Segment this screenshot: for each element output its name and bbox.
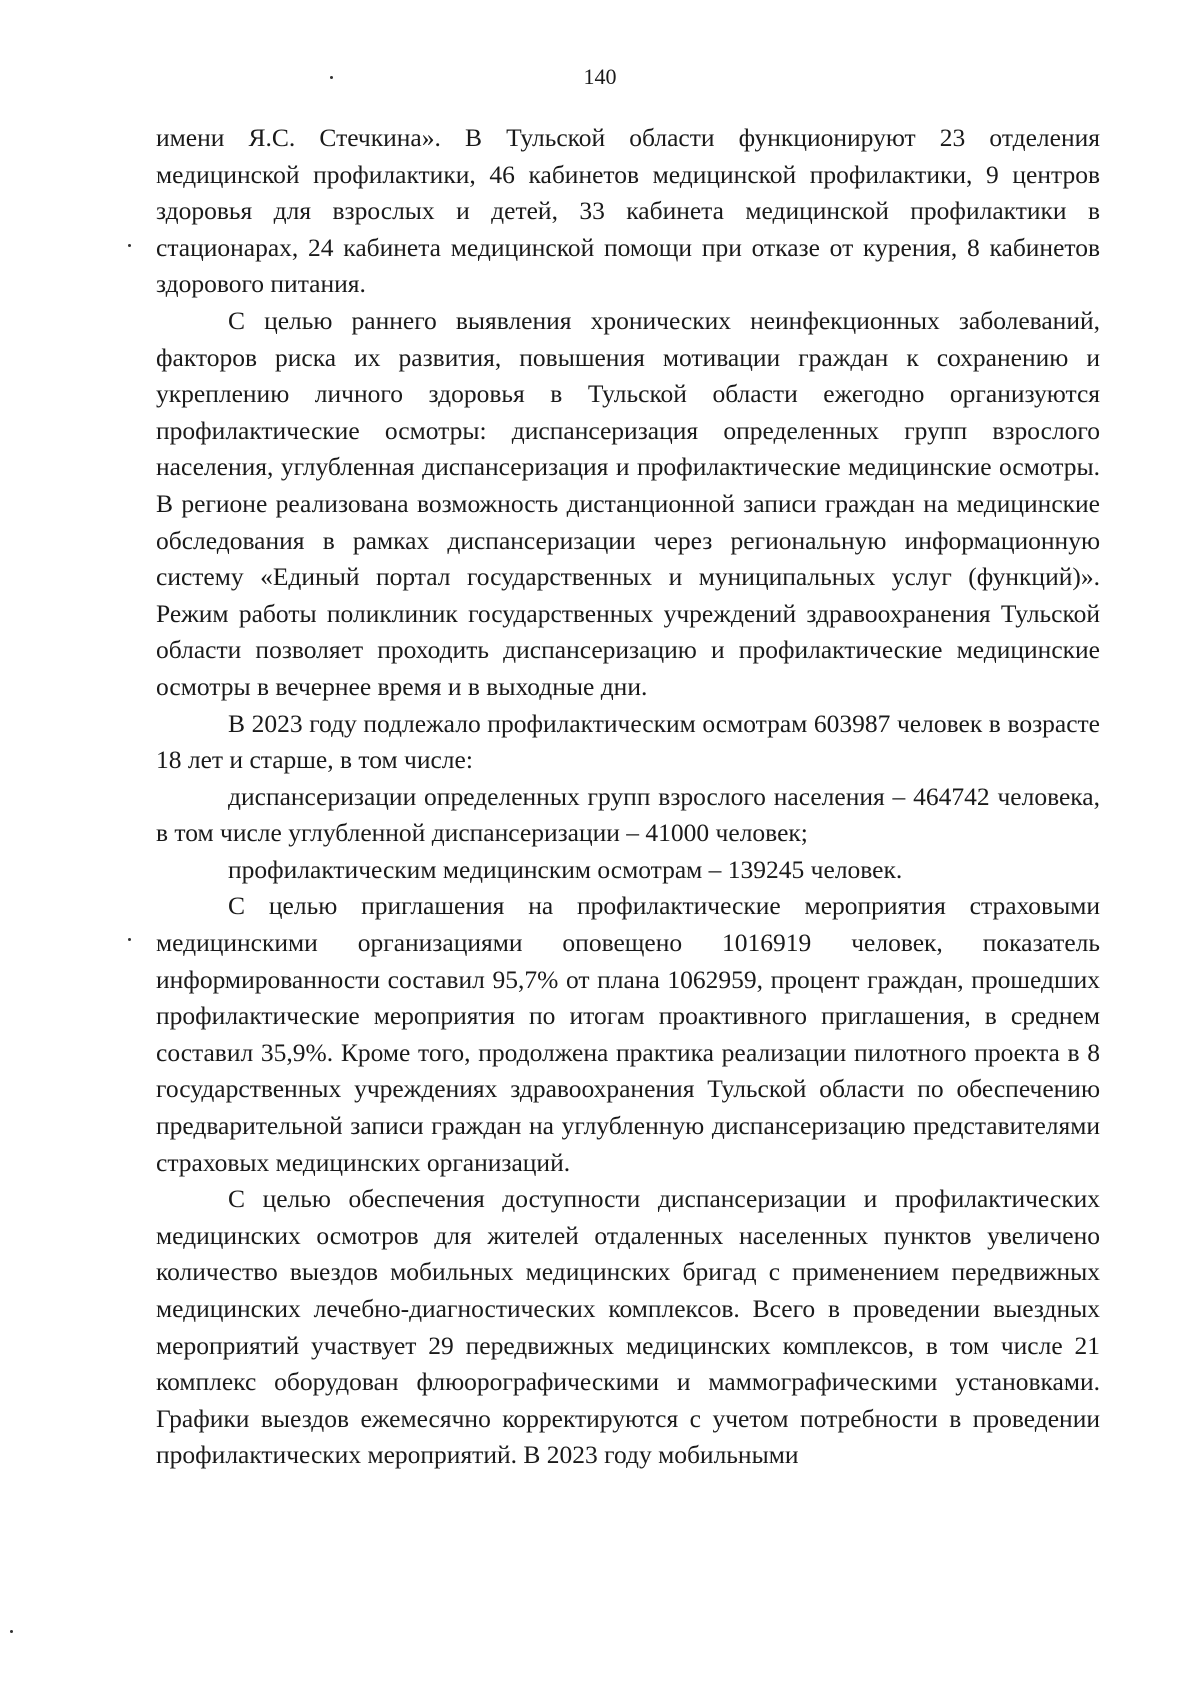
- scan-speck: [330, 76, 333, 79]
- page-number: 140: [583, 64, 617, 89]
- scan-speck: [10, 1630, 13, 1633]
- paragraph-preventive-exams-count: профилактическим медицинским осмотрам – 139245 человек.: [228, 854, 903, 884]
- paragraph-mobile-teams: С целью обеспечения доступности диспансеризации и профилактических медицинских осмотров для жителей отдаленных населенных пунктов увеличено количество выездов мобильных медицинских бригад с применением передвижных медицинских лечебно-диагностических комплексов. Всего в проведении выездных мероприятий участвует 29 передвижных медицинских комплексов, в том числе 21 комплекс оборудован флюорографическими и маммографическими установками. Графики выездов ежемесячно корректируются с учетом потребности в проведении профилактических мероприятий. В 2023 году мобильными: [156, 1184, 1100, 1470]
- scan-speck: [128, 938, 131, 941]
- paragraph-2023-totals: В 2023 году подлежало профилактическим осмотрам 603987 человек в возрасте 18 лет и старше, в том числе:: [156, 708, 1100, 775]
- paragraph-dispensary-count: диспансеризации определенных групп взрослого населения – 464742 человека, в том числе углубленной диспансеризации – 41000 человек;: [156, 781, 1100, 848]
- paragraph-facilities: имени Я.С. Стечкина». В Тульской области функционируют 23 отделения медицинской профилактики, 46 кабинетов медицинской профилактики, 9 центров здоровья для взрослых и детей, 33 кабинета медицинской профилактики в стационарах, 24 кабинета медицинской помощи при отказе от курения, 8 кабинетов здорового питания.: [156, 123, 1100, 299]
- paragraph-invitations: С целью приглашения на профилактические мероприятия страховыми медицинскими организациями оповещено 1016919 человек, показатель информированности составил 95,7% от плана 1062959, процент граждан, прошедших профилактические мероприятия по итогам проактивного приглашения, в среднем составил 35,9%. Кроме того, продолжена практика реализации пилотного проекта в 8 государственных учреждениях здравоохранения Тульской области по обеспечению предварительной записи граждан на углубленную диспансеризацию представителями страховых медицинских организаций.: [156, 891, 1100, 1177]
- paragraph-early-detection: С целью раннего выявления хронических неинфекционных заболеваний, факторов риска их развития, повышения мотивации граждан к сохранению и укреплению личного здоровья в Тульской области ежегодно организуются профилактические осмотры: диспансеризация определенных групп взрослого населения, углубленная диспансеризация и профилактические медицинские осмотры. В регионе реализована возможность дистанционной записи граждан на медицинские обследования в рамках диспансеризации через региональную информационную систему «Единый портал государственных и муниципальных услуг (функций)». Режим работы поликлиник государственных учреждений здравоохранения Тульской области позволяет проходить диспансеризацию и профилактические медицинские осмотры в вечернее время и в выходные дни.: [156, 305, 1100, 701]
- body-text: [156, 120, 1100, 1474]
- scan-speck: [128, 244, 131, 247]
